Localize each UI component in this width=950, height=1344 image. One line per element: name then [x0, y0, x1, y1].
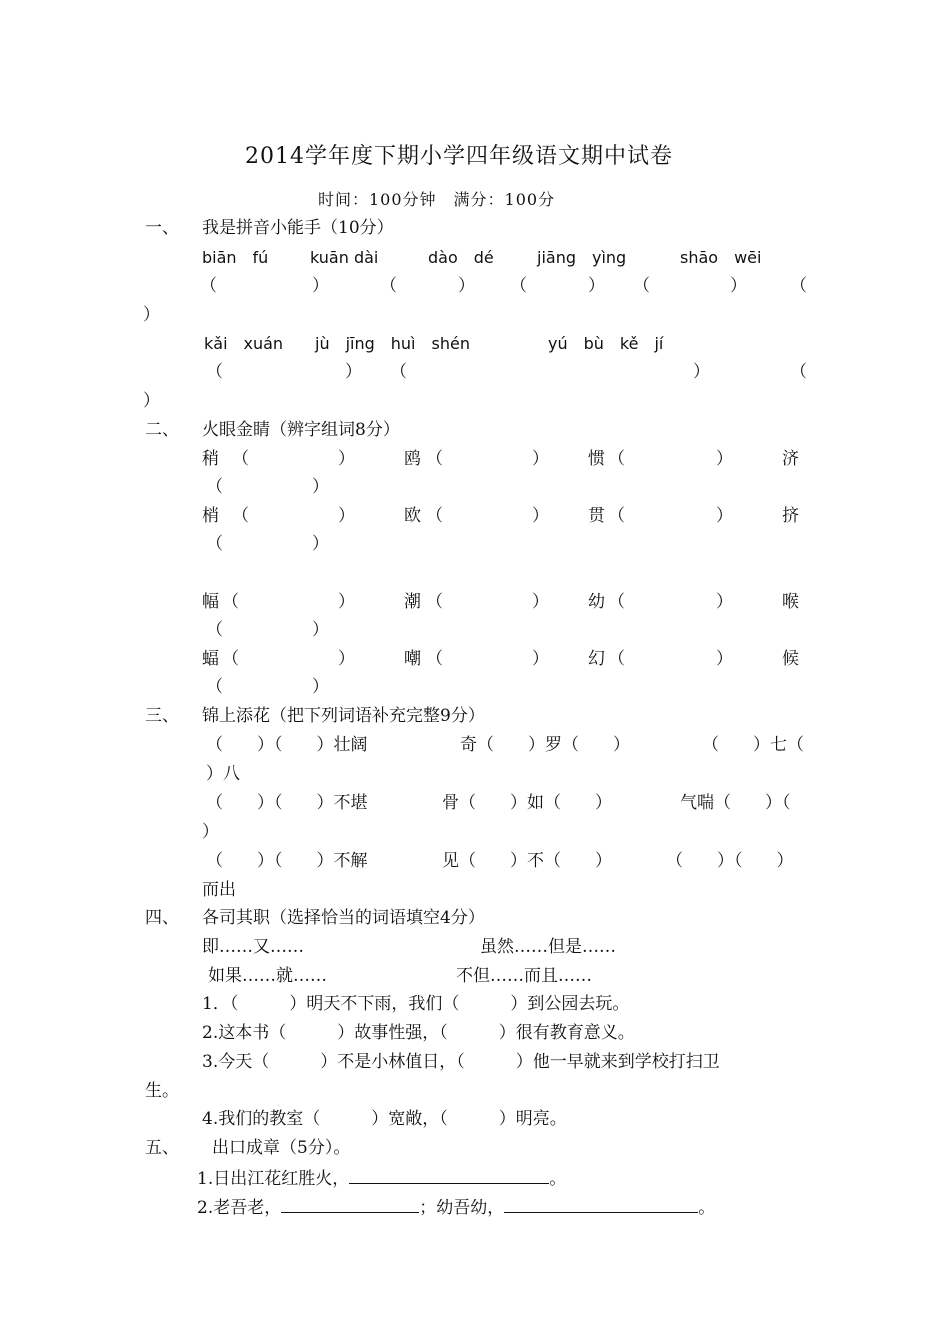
answer-paren-open[interactable]: （ — [426, 649, 443, 669]
answer-line[interactable] — [281, 1196, 419, 1213]
answer-paren-open[interactable]: （ — [380, 276, 397, 296]
answer-paren-close: ） — [143, 391, 160, 411]
char-item: 幻 — [588, 649, 605, 669]
char-item: 济 — [782, 449, 799, 469]
char-item: 贯 — [588, 506, 605, 526]
pinyin-item: kǎi xuán — [204, 334, 284, 353]
word-option: 即……又…… — [202, 937, 304, 957]
section-heading: 锦上添花（把下列词语补充完整9分） — [202, 706, 485, 726]
answer-paren-open[interactable]: （ — [206, 534, 223, 554]
char-item: 梢 — [202, 506, 219, 526]
word-option: 虽然……但是…… — [480, 937, 616, 957]
char-item: 幼 — [588, 592, 605, 612]
answer-paren-open[interactable]: （ — [608, 592, 625, 612]
answer-paren-open[interactable]: （ — [222, 592, 239, 612]
answer-paren-open[interactable]: （ — [426, 449, 443, 469]
answer-line[interactable] — [349, 1167, 549, 1184]
section-number: 五、 — [145, 1138, 179, 1158]
answer-paren-close: ） — [143, 305, 160, 325]
fill-question-continuation: 生。 — [145, 1081, 179, 1101]
answer-paren-open[interactable]: （ — [232, 449, 249, 469]
idiom-blank[interactable]: （ ）（ ） — [666, 851, 794, 871]
answer-paren-close: ） — [312, 534, 329, 554]
answer-paren-close: ） — [693, 362, 710, 382]
answer-paren-close: ） — [338, 506, 355, 526]
pinyin-item: biān fú — [202, 248, 269, 267]
answer-paren-open[interactable]: （ — [232, 506, 249, 526]
answer-paren-close: ） — [312, 477, 329, 497]
pinyin-item: kuān dài — [310, 248, 379, 267]
pinyin-item: yú bù kě jí — [548, 334, 664, 353]
idiom-blank[interactable]: 见（ ）不（ ） — [442, 851, 612, 871]
answer-paren-close: ） — [532, 449, 549, 469]
poem-line-end: 。 — [698, 1198, 716, 1218]
section-heading: 我是拼音小能手（10分） — [202, 218, 394, 238]
poem-question — [197, 1196, 715, 1218]
answer-paren-open[interactable]: （ — [206, 620, 223, 640]
char-item: 稍 — [202, 449, 219, 469]
answer-paren-open[interactable]: （ — [200, 276, 217, 296]
section-number: 一、 — [145, 218, 179, 238]
answer-paren-close: ） — [730, 276, 747, 296]
poem-line-text: 2.老吾老， — [197, 1198, 282, 1218]
char-item: 潮 — [404, 592, 421, 612]
answer-paren-close: ） — [345, 362, 362, 382]
idiom-blank[interactable]: （ ）（ ）壮阔 — [206, 735, 368, 755]
answer-paren-close: ） — [312, 276, 329, 296]
idiom-blank[interactable]: （ ）（ ）不解 — [206, 851, 368, 871]
section-heading: 火眼金睛（辨字组词8分） — [202, 420, 400, 440]
section-number: 二、 — [145, 420, 179, 440]
idiom-blank[interactable]: 气喘（ ）（ — [680, 793, 791, 813]
pinyin-item: jiāng yìng — [537, 248, 627, 267]
fill-question[interactable]: 4.我们的教室（ ）宽敞，（ ）明亮。 — [202, 1109, 567, 1129]
answer-paren-open[interactable]: （ — [206, 362, 223, 382]
char-item: 嘲 — [404, 649, 421, 669]
answer-paren-open[interactable]: （ — [206, 677, 223, 697]
answer-paren-open[interactable]: （ — [608, 449, 625, 469]
answer-paren-close: ） — [338, 449, 355, 469]
answer-paren-open[interactable]: （ — [222, 649, 239, 669]
answer-paren-close: ） — [716, 506, 733, 526]
poem-line-text: 1.日出江花红胜火， — [197, 1169, 350, 1189]
answer-paren-open[interactable]: （ — [790, 362, 807, 382]
answer-paren-close: ） — [532, 506, 549, 526]
answer-paren-open[interactable]: （ — [390, 362, 407, 382]
answer-paren-close: ） — [312, 677, 329, 697]
idiom-blank[interactable]: 骨（ ）如（ ） — [442, 793, 612, 813]
char-item: 喉 — [782, 592, 799, 612]
answer-paren-close: ） — [458, 276, 475, 296]
idiom-blank[interactable]: （ ）七（ — [702, 735, 804, 755]
char-item: 挤 — [782, 506, 799, 526]
exam-info: 时间：100分钟 满分：100分 — [318, 190, 556, 209]
answer-paren-close: ） — [588, 276, 605, 296]
char-item: 幅 — [202, 592, 219, 612]
answer-paren-open[interactable]: （ — [426, 592, 443, 612]
answer-paren-close: ） — [716, 449, 733, 469]
section-number: 四、 — [145, 908, 179, 928]
answer-paren-open[interactable]: （ — [608, 649, 625, 669]
page-title: 2014学年度下期小学四年级语文期中试卷 — [245, 144, 673, 169]
poem-question — [197, 1167, 566, 1189]
answer-paren-close: ） — [532, 649, 549, 669]
pinyin-item: dào dé — [428, 248, 494, 267]
char-item: 蝠 — [202, 649, 219, 669]
section-heading: 出口成章（5分）。 — [212, 1138, 351, 1158]
pinyin-item: shāo wēi — [680, 248, 762, 267]
answer-paren-open[interactable]: （ — [633, 276, 650, 296]
poem-line-end: 。 — [549, 1169, 567, 1189]
answer-paren-open[interactable]: （ — [510, 276, 527, 296]
fill-question[interactable]: 1．（ ）明天不下雨，我们（ ）到公园去玩。 — [202, 994, 630, 1014]
answer-paren-close: ） — [716, 649, 733, 669]
fill-question[interactable]: 3.今天（ ）不是小林值日，（ ）他一早就来到学校打扫卫 — [202, 1052, 720, 1072]
char-item: 欧 — [404, 506, 421, 526]
idiom-blank: ） — [202, 822, 219, 842]
idiom-blank[interactable]: 奇（ ）罗（ ） — [460, 735, 630, 755]
section-number: 三、 — [145, 706, 179, 726]
answer-paren-close: ） — [716, 592, 733, 612]
answer-paren-open[interactable]: （ — [426, 506, 443, 526]
answer-paren-close: ） — [532, 592, 549, 612]
fill-question[interactable]: 2.这本书（ ）故事性强，（ ）很有教育意义。 — [202, 1023, 635, 1043]
char-item: 鸥 — [404, 449, 421, 469]
answer-paren-open[interactable]: （ — [790, 276, 807, 296]
answer-paren-close: ） — [338, 649, 355, 669]
word-option: 不但……而且…… — [456, 966, 592, 986]
char-item: 候 — [782, 649, 799, 669]
answer-paren-close: ） — [312, 620, 329, 640]
section-heading: 各司其职（选择恰当的词语填空4分） — [202, 908, 485, 928]
idiom-blank: 而出 — [202, 880, 236, 900]
pinyin-item: jù jīng huì shén — [315, 334, 470, 353]
answer-paren-open[interactable]: （ — [206, 477, 223, 497]
answer-paren-open[interactable]: （ — [608, 506, 625, 526]
word-option: 如果……就…… — [208, 966, 327, 986]
char-item: 惯 — [588, 449, 605, 469]
idiom-blank: ）八 — [206, 764, 240, 784]
idiom-blank[interactable]: （ ）（ ）不堪 — [206, 793, 368, 813]
answer-line[interactable] — [504, 1196, 698, 1213]
poem-line-mid: ；幼吾幼， — [419, 1198, 505, 1218]
answer-paren-close: ） — [338, 592, 355, 612]
